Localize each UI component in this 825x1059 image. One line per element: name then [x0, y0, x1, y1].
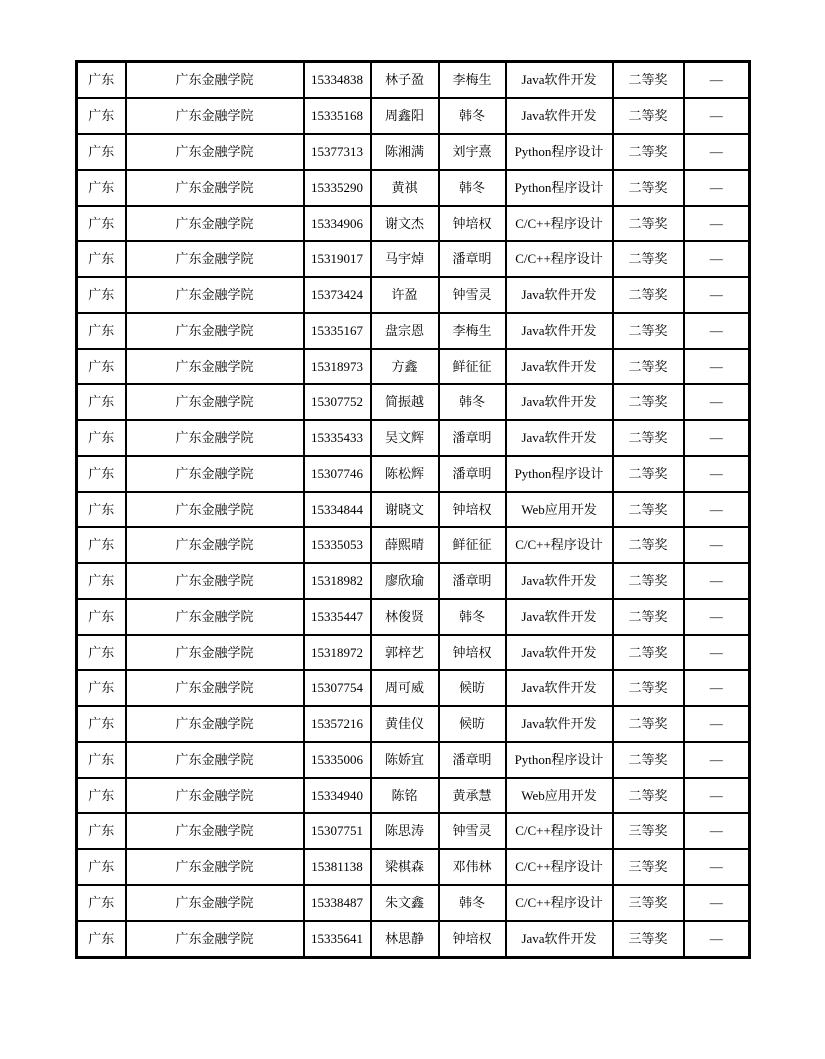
cell-school: 广东金融学院: [126, 313, 304, 349]
cell-category: C/C++程序设计: [506, 849, 613, 885]
cell-province: 广东: [77, 742, 126, 778]
cell-category: Java软件开发: [506, 635, 613, 671]
cell-id: 15335167: [304, 313, 371, 349]
cell-student: 盘宗恩: [371, 313, 439, 349]
cell-id: 15377313: [304, 134, 371, 170]
cell-province: 广东: [77, 98, 126, 134]
cell-category: C/C++程序设计: [506, 885, 613, 921]
cell-note: —: [684, 778, 750, 814]
cell-id: 15334838: [304, 62, 371, 99]
cell-award: 二等奖: [613, 456, 684, 492]
cell-award: 三等奖: [613, 921, 684, 958]
cell-student: 吴文辉: [371, 420, 439, 456]
cell-school: 广东金融学院: [126, 277, 304, 313]
cell-note: —: [684, 241, 750, 277]
cell-school: 广东金融学院: [126, 670, 304, 706]
table-row: [77, 635, 750, 671]
cell-province: 广东: [77, 134, 126, 170]
cell-category: Java软件开发: [506, 563, 613, 599]
cell-note: —: [684, 313, 750, 349]
cell-province: 广东: [77, 62, 126, 99]
cell-advisor: 邓伟林: [439, 849, 506, 885]
cell-category: Python程序设计: [506, 170, 613, 206]
cell-note: —: [684, 706, 750, 742]
cell-award: 二等奖: [613, 170, 684, 206]
table-row: [77, 313, 750, 349]
cell-school: 广东金融学院: [126, 813, 304, 849]
cell-category: Python程序设计: [506, 456, 613, 492]
cell-student: 谢晓文: [371, 492, 439, 528]
cell-student: 陈松辉: [371, 456, 439, 492]
cell-id: 15334844: [304, 492, 371, 528]
cell-category: Java软件开发: [506, 670, 613, 706]
cell-note: —: [684, 921, 750, 958]
table-row: [77, 527, 750, 563]
cell-province: 广东: [77, 778, 126, 814]
cell-advisor: 钟雪灵: [439, 277, 506, 313]
cell-advisor: 刘宇熹: [439, 134, 506, 170]
cell-id: 15338487: [304, 885, 371, 921]
cell-student: 陈娇宜: [371, 742, 439, 778]
cell-student: 郭梓艺: [371, 635, 439, 671]
cell-award: 二等奖: [613, 563, 684, 599]
cell-province: 广东: [77, 813, 126, 849]
cell-school: 广东金融学院: [126, 241, 304, 277]
cell-province: 广东: [77, 206, 126, 242]
cell-id: 15334940: [304, 778, 371, 814]
cell-award: 二等奖: [613, 313, 684, 349]
cell-id: 15335433: [304, 420, 371, 456]
cell-school: 广东金融学院: [126, 706, 304, 742]
cell-award: 二等奖: [613, 670, 684, 706]
cell-province: 广东: [77, 921, 126, 958]
cell-province: 广东: [77, 277, 126, 313]
table-row: [77, 670, 750, 706]
cell-note: —: [684, 384, 750, 420]
cell-province: 广东: [77, 492, 126, 528]
cell-province: 广东: [77, 849, 126, 885]
cell-award: 二等奖: [613, 492, 684, 528]
cell-province: 广东: [77, 313, 126, 349]
cell-id: 15318982: [304, 563, 371, 599]
cell-student: 薛熙晴: [371, 527, 439, 563]
cell-category: Java软件开发: [506, 921, 613, 958]
table-row: [77, 420, 750, 456]
cell-note: —: [684, 420, 750, 456]
cell-advisor: 黄承慧: [439, 778, 506, 814]
table-row: [77, 170, 750, 206]
cell-student: 马宇焯: [371, 241, 439, 277]
cell-note: —: [684, 456, 750, 492]
cell-province: 广东: [77, 885, 126, 921]
cell-province: 广东: [77, 563, 126, 599]
cell-school: 广东金融学院: [126, 456, 304, 492]
cell-award: 二等奖: [613, 349, 684, 385]
cell-award: 二等奖: [613, 527, 684, 563]
cell-award: 二等奖: [613, 778, 684, 814]
cell-province: 广东: [77, 420, 126, 456]
cell-award: 二等奖: [613, 635, 684, 671]
cell-student: 黄佳仪: [371, 706, 439, 742]
cell-id: 15335290: [304, 170, 371, 206]
cell-note: —: [684, 134, 750, 170]
cell-award: 二等奖: [613, 134, 684, 170]
cell-advisor: 候昉: [439, 670, 506, 706]
cell-advisor: 潘章明: [439, 456, 506, 492]
cell-id: 15307751: [304, 813, 371, 849]
cell-school: 广东金融学院: [126, 349, 304, 385]
cell-advisor: 韩冬: [439, 599, 506, 635]
table-row: [77, 778, 750, 814]
cell-province: 广东: [77, 706, 126, 742]
cell-province: 广东: [77, 670, 126, 706]
cell-province: 广东: [77, 349, 126, 385]
cell-student: 陈思涛: [371, 813, 439, 849]
cell-category: Web应用开发: [506, 492, 613, 528]
cell-school: 广东金融学院: [126, 62, 304, 99]
cell-student: 方鑫: [371, 349, 439, 385]
cell-school: 广东金融学院: [126, 134, 304, 170]
cell-id: 15381138: [304, 849, 371, 885]
cell-school: 广东金融学院: [126, 206, 304, 242]
cell-advisor: 韩冬: [439, 384, 506, 420]
cell-category: C/C++程序设计: [506, 206, 613, 242]
cell-note: —: [684, 635, 750, 671]
cell-note: —: [684, 277, 750, 313]
cell-id: 15307746: [304, 456, 371, 492]
cell-advisor: 鲜征征: [439, 349, 506, 385]
cell-school: 广东金融学院: [126, 563, 304, 599]
cell-school: 广东金融学院: [126, 527, 304, 563]
cell-province: 广东: [77, 241, 126, 277]
cell-id: 15307752: [304, 384, 371, 420]
cell-note: —: [684, 62, 750, 99]
cell-student: 周鑫阳: [371, 98, 439, 134]
cell-advisor: 钟雪灵: [439, 813, 506, 849]
cell-advisor: 钟培权: [439, 921, 506, 958]
table-row: [77, 885, 750, 921]
cell-student: 廖欣瑜: [371, 563, 439, 599]
cell-note: —: [684, 885, 750, 921]
cell-id: 15357216: [304, 706, 371, 742]
cell-school: 广东金融学院: [126, 384, 304, 420]
cell-award: 二等奖: [613, 384, 684, 420]
cell-student: 朱文鑫: [371, 885, 439, 921]
cell-award: 二等奖: [613, 62, 684, 99]
cell-category: Java软件开发: [506, 599, 613, 635]
cell-province: 广东: [77, 456, 126, 492]
cell-student: 周可威: [371, 670, 439, 706]
cell-school: 广东金融学院: [126, 778, 304, 814]
cell-advisor: 钟培权: [439, 635, 506, 671]
table-row: [77, 492, 750, 528]
cell-award: 二等奖: [613, 706, 684, 742]
cell-student: 许盈: [371, 277, 439, 313]
table-row: [77, 277, 750, 313]
cell-id: 15373424: [304, 277, 371, 313]
cell-advisor: 韩冬: [439, 885, 506, 921]
cell-category: Java软件开发: [506, 98, 613, 134]
cell-award: 二等奖: [613, 206, 684, 242]
cell-school: 广东金融学院: [126, 599, 304, 635]
cell-student: 黄祺: [371, 170, 439, 206]
cell-school: 广东金融学院: [126, 170, 304, 206]
table-row: [77, 384, 750, 420]
table-row: [77, 134, 750, 170]
table-row: [77, 456, 750, 492]
cell-id: 15307754: [304, 670, 371, 706]
cell-category: C/C++程序设计: [506, 241, 613, 277]
cell-category: Web应用开发: [506, 778, 613, 814]
cell-category: Java软件开发: [506, 277, 613, 313]
cell-student: 林俊贤: [371, 599, 439, 635]
cell-award: 三等奖: [613, 813, 684, 849]
cell-student: 简振越: [371, 384, 439, 420]
cell-award: 二等奖: [613, 277, 684, 313]
cell-student: 梁棋森: [371, 849, 439, 885]
cell-advisor: 潘章明: [439, 420, 506, 456]
cell-id: 15334906: [304, 206, 371, 242]
cell-note: —: [684, 206, 750, 242]
cell-school: 广东金融学院: [126, 492, 304, 528]
cell-award: 二等奖: [613, 742, 684, 778]
cell-id: 15335006: [304, 742, 371, 778]
cell-student: 林思静: [371, 921, 439, 958]
cell-student: 陈湘满: [371, 134, 439, 170]
cell-category: Java软件开发: [506, 349, 613, 385]
cell-id: 15335053: [304, 527, 371, 563]
cell-school: 广东金融学院: [126, 885, 304, 921]
cell-advisor: 潘章明: [439, 241, 506, 277]
cell-id: 15335641: [304, 921, 371, 958]
cell-category: Java软件开发: [506, 384, 613, 420]
cell-category: C/C++程序设计: [506, 813, 613, 849]
cell-advisor: 韩冬: [439, 98, 506, 134]
cell-note: —: [684, 349, 750, 385]
cell-note: —: [684, 563, 750, 599]
cell-id: 15318972: [304, 635, 371, 671]
cell-advisor: 李梅生: [439, 313, 506, 349]
cell-province: 广东: [77, 599, 126, 635]
cell-school: 广东金融学院: [126, 98, 304, 134]
cell-advisor: 鲜征征: [439, 527, 506, 563]
table-row: [77, 921, 750, 958]
cell-school: 广东金融学院: [126, 635, 304, 671]
cell-note: —: [684, 170, 750, 206]
cell-note: —: [684, 849, 750, 885]
cell-advisor: 潘章明: [439, 563, 506, 599]
cell-id: 15335168: [304, 98, 371, 134]
table-row: [77, 706, 750, 742]
table-row: [77, 206, 750, 242]
cell-province: 广东: [77, 384, 126, 420]
cell-note: —: [684, 742, 750, 778]
cell-province: 广东: [77, 170, 126, 206]
cell-id: 15318973: [304, 349, 371, 385]
cell-school: 广东金融学院: [126, 420, 304, 456]
cell-province: 广东: [77, 635, 126, 671]
cell-category: Python程序设计: [506, 134, 613, 170]
cell-category: Python程序设计: [506, 742, 613, 778]
cell-id: 15335447: [304, 599, 371, 635]
cell-school: 广东金融学院: [126, 921, 304, 958]
awards-table: [75, 60, 751, 959]
cell-note: —: [684, 813, 750, 849]
cell-advisor: 李梅生: [439, 62, 506, 99]
cell-award: 二等奖: [613, 98, 684, 134]
cell-province: 广东: [77, 527, 126, 563]
cell-school: 广东金融学院: [126, 849, 304, 885]
table-row: [77, 241, 750, 277]
cell-note: —: [684, 527, 750, 563]
cell-award: 二等奖: [613, 241, 684, 277]
awards-table-body: [77, 62, 750, 958]
cell-school: 广东金融学院: [126, 742, 304, 778]
cell-category: Java软件开发: [506, 420, 613, 456]
table-row: [77, 349, 750, 385]
cell-award: 二等奖: [613, 599, 684, 635]
table-row: [77, 563, 750, 599]
table-row: [77, 849, 750, 885]
cell-category: C/C++程序设计: [506, 527, 613, 563]
cell-award: 二等奖: [613, 420, 684, 456]
cell-advisor: 韩冬: [439, 170, 506, 206]
cell-student: 陈铭: [371, 778, 439, 814]
table-row: [77, 599, 750, 635]
cell-award: 三等奖: [613, 885, 684, 921]
table-row: [77, 62, 750, 99]
cell-category: Java软件开发: [506, 62, 613, 99]
cell-id: 15319017: [304, 241, 371, 277]
cell-advisor: 钟培权: [439, 492, 506, 528]
cell-note: —: [684, 492, 750, 528]
cell-advisor: 潘章明: [439, 742, 506, 778]
table-row: [77, 813, 750, 849]
cell-advisor: 钟培权: [439, 206, 506, 242]
cell-category: Java软件开发: [506, 313, 613, 349]
cell-student: 林子盈: [371, 62, 439, 99]
cell-student: 谢文杰: [371, 206, 439, 242]
cell-advisor: 候昉: [439, 706, 506, 742]
table-row: [77, 742, 750, 778]
cell-category: Java软件开发: [506, 706, 613, 742]
cell-award: 三等奖: [613, 849, 684, 885]
cell-note: —: [684, 98, 750, 134]
table-row: [77, 98, 750, 134]
cell-note: —: [684, 599, 750, 635]
cell-note: —: [684, 670, 750, 706]
